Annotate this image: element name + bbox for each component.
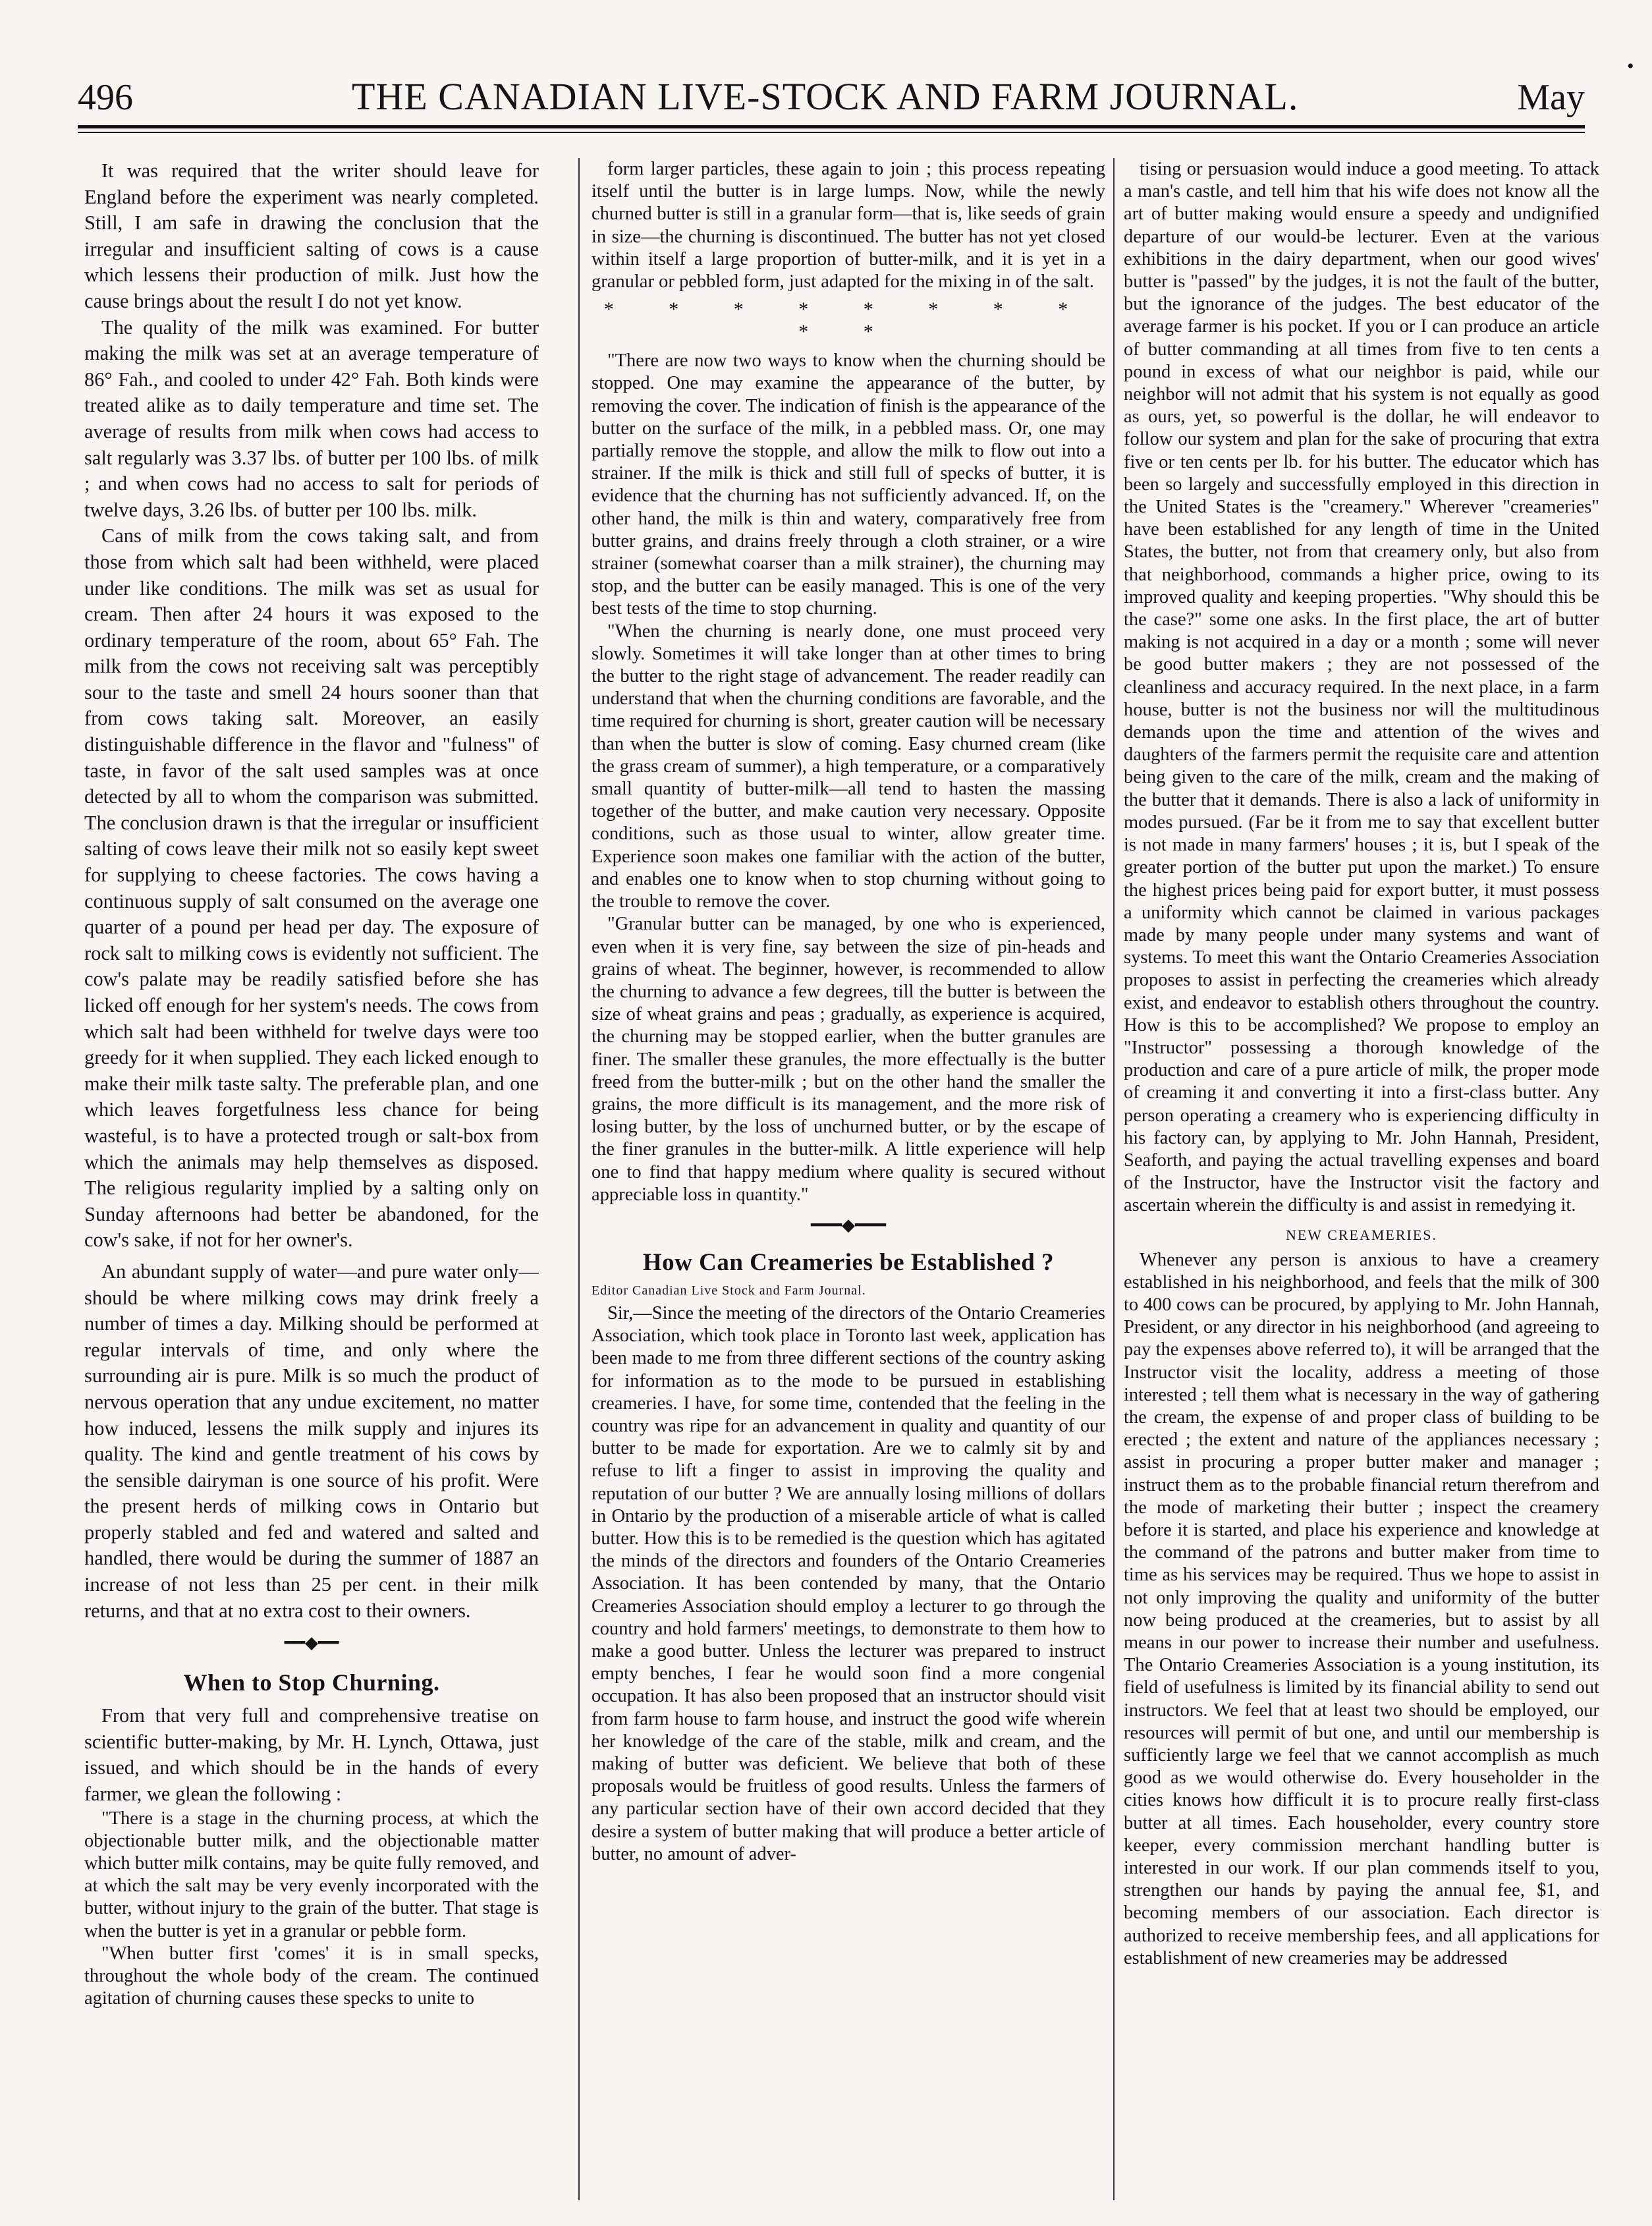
column-1 [84,158,539,2200]
paragraph: It was required that the writer should leave for England before the experiment was nearly completed. Still, I am safe in drawing the conclusion that the irregular and insufficient salting of cows is a cause which lessens their production of milk. Just how the cause brings about the result I do not yet know. [84,159,539,312]
article-heading: When to Stop Churning. [183,1669,440,1696]
column-2 [592,158,1105,2200]
page-header [78,66,1585,119]
article-heading: How Can Creameries be Established ? [642,1248,1055,1276]
paragraph: Cans of milk from the cows taking salt, and from those from which salt had been withheld, were placed under like conditions. The milk was set as usual for cream. Then after 24 hours it was exposed to the ordinary temperature of the room, about 65° Fah. The milk from the cows not receiving salt was perceptibly sour to the taste and smell 24 hours sooner than that from cows taking salt. Moreover, an easily distinguishable difference in the flavor and "fulness" of taste, in favor of the salt used samples was at once detected by all to whom the comparison was submitted. The conclusion drawn is that the irregular or insufficient salting of cows leave their milk not so easily kept sweet for supplying to cheese factories. The cows having a continuous supply of salt consumed on the average one quarter of a pound per head per day. The exposure of rock salt to milking cows is evidently not sufficient. The cow's palate may be readily satisfied before she has licked off enough for her system's needs. The cows from which salt had been withheld for twelve days were too greedy for it when supplied. They each licked enough to make their milk taste salty. The preferable plan, and one which leaves forgetfulness less chance for being wasteful, is to have a protected trough or salt-box from which the animals may help themselves as disposed. The religious regularity implied by a salting only on Sunday afternoons had better be abandoned, for the cow's sake, if not for her owner's. [84,524,539,1252]
paragraph: tising or persuasion would induce a good meeting. To attack a man's castle, and tell him that his wife does not know all the art of butter making would ensure a speedy and undignified departure of our would-be lecturer. Even at the various exhibitions in the dairy department, when our good wives' butter is "passed" by the judges, it is not the fault of the butter, but the ignorance of the judges. The best educator of the average farmer is his pocket. If you or I can produce an article of butter commanding at all times from five to ten cents a pound in excess of what our neighbor is paid, while our neighbor will not admit that his system is not equally as good as ours, yet, so powerful is the dollar, he will endeavor to follow our system and plan for the sake of procuring that extra five or ten cents per lb. for his butter. The educator which has been so largely and successfully employed in this direction in the United States is the "creamery." Wherever "creameries" have been established for any length of time in the United States, the butter, not from that creamery only, but also from that neighborhood, commands a higher price, owing to its improved quality and keeping properties. "Why should this be the case?" some one asks. In the first place, the art of butter making is not acquired in a day or a month ; some will never be good butter makers ; they are not possessed of the cleanliness and accuracy required. In the next place, in a farm house, butter is not the business nor will the multitudinous demands upon the time and attention of the wives and daughters of the farmers permit the requisite care and attention being given to the care of the milk, cream and the making of the butter that it demands. There is also a lack of uniformity in modes pursued. (Far be it from me to say that excellent butter is not made in many farmers' houses ; it is, but I speak of the greater portion of the butter put upon the market.) To ensure the highest prices being paid for export butter, it must possess a uniformity which cannot be claimed in various packages made by many people under many systems and want of systems. To meet this want the Ontario Creameries Association proposes to assist in perfecting the creameries which already exist, and endeavor to establish others throughout the country. How is this to be accomplished? We propose to employ an "Instructor" possessing a thorough knowledge of the production and care of a pure article of milk, the proper mode of creaming it and converting it into a first-class butter. Any person operating a creamery who is experiencing difficulty in his factory can, by applying to Mr. John Hannah, President, Seaforth, and paying the actual travelling expenses and board of the Instructor, have the Instructor visit the factory and ascertain wherein the difficulty is and assist in remedying it. [1124,159,1599,1216]
column-divider [578,158,580,2200]
journal-title: THE CANADIAN LIVE-STOCK AND FARM JOURNAL. [352,75,1299,118]
paragraph: form larger particles, these again to join ; this process repeating itself until the butter is in large lumps. Now, while the newly churned butter is still in a granular form—that is, like seeds of grain in size—the churning is discontinued. The butter has not yet closed within itself a large proportion of butter-milk, and it is yet in a granular or pebbled form, just adapted for the mixing in of the salt. [592,159,1105,292]
paragraph: Whenever any person is anxious to have a creamery established in his neighborhood, and feels that the milk of 300 to 400 cows can be procured, by applying to Mr. John Hannah, President, or any director in his neighborhood (and agreeing to pay the expenses above referred to), it will be arranged that the Instructor visit the locality, address a meeting of those interested ; tell them what is necessary in the way of gathering the cream, the expense of and proper class of building to be erected ; the extent and nature of the appliances necessary ; assist in procuring a proper butter maker and manager ; instruct them as to the probable financial return therefrom and the mode of marketing their butter ; inspect the creamery before it is started, and place his experience and knowledge at the command of the patrons and butter maker from time to time as his services may be required. Thus we hope to assist in not only improving the quality and uniformity of the butter now being produced at the creameries, but to assist by all means in our power to increase their number and usefulness. The Ontario Creameries Association is a young institution, its field of usefulness is limited by its financial ability to send out instructors. We feel that at least two should be employed, our resources will permit of but one, and until our membership is sufficiently large we feel that we cannot accomplish as much good as we would otherwise do. Every householder in the cities knows how difficult it is to procure really first-class butter at all times. Each householder, every country store keeper, every commission merchant handling butter is interested in our work. If our plan commends itself to you, strengthen our hands by paying the annual fee, $1, and becoming members of our association. Each director is authorized to receive membership fees, and all applications for establishment of new creameries may be addressed [1124,1249,1599,1968]
issue-month: May [1517,77,1585,118]
byline: Editor Canadian Live Stock and Farm Journal. [592,1283,866,1298]
paragraph: "Granular butter can be managed, by one who is experienced, even when it is very fine, say between the size of pin-heads and grains of wheat. The beginner, however, is recommended to allow the churning to advance a few degrees, till the butter is between the size of wheat grains and peas ; gradually, as experience is acquired, the churning may be stopped earlier, when the butter granules are finer. The smaller these granules, the more effectually is the butter freed from the butter-milk ; but on the other hand the smaller the grains, the more difficult is its management, and the more risk of losing butter, by the loss of unchurned butter, or by the escape of the finer granules in the butter-milk. A little experience will help one to find that happy medium where quality is secured without appreciable loss in quantity." [592,914,1105,1205]
header-rule-thin [78,132,1585,133]
quote-paragraph: "There is a stage in the churning process, at which the objectionable butter milk, and the objectionable matter which butter milk contains, may be quite fully removed, and at which the salt may be very evenly incorporated with the butter, without injury to the grain of the butter. That stage is when the butter is yet in a granular or pebble form. [84,1808,539,1941]
paragraph: Sir,—Since the meeting of the directors of the Ontario Creameries Association, which took place in Toronto last week, application has been made to me from three different sections of the country asking for information as to the mode to be pursued in establishing creameries. I have, for some time, contended that the feeling in the country was ripe for an advancement in quality and quantity of our butter to be made for exportation. Are we to calmly sit by and refuse to lift a finger to assist in improving the quality and reputation of our butter ? We are annually losing millions of dollars in Ontario by the production of a miserable article of what is called butter. How this is to be remedied is the question which has agitated the minds of the directors and founders of the Ontario Creameries Association. It has been contended by many, that the Ontario Creameries Association should employ a lecturer to go through the country and hold farmers' meetings, to demonstrate to them how to make a good butter. Unless the lecturer was prepared to instruct empty benches, I fear he would soon find a more congenial occupation. It has also been proposed that an instructor should visit from farm house to farm house, and instruct the good wife wherein her knowledge of the care of the stable, milk and cream, and the making of butter was deficient. We believe that both of these proposals would be fruitless of good results. Unless the farmers of any particular section have of their own accord decided that they desire a system of butter making that will produce a better article of butter, no amount of adver- [592,1302,1105,1864]
section-subheading: NEW CREAMERIES. [1285,1226,1438,1243]
paragraph: "When the churning is nearly done, one must proceed very slowly. Sometimes it will take longer than at other times to bring the butter to the right stage of advancement. The reader readily can understand that when the churning conditions are favorable, and the time required for churning is short, greater caution will be necessary than when the butter is slow of coming. Easy churned cream (like the grass cream of summer), a high temperature, or a comparatively small quantity of butter-milk—all tend to hasten the massing together of the butter, and make caution very necessary. Opposite conditions, such as those usual to winter, allow greater time. Experience soon makes one familiar with the action of the butter, and enables one to know when to stop churning without going to the trouble to remove the cover. [592,621,1105,912]
column-3 [1124,158,1599,2200]
paragraph: The quality of the milk was examined. For butter making the milk was set at an average temperature of 86° Fah., and cooled to under 42° Fah. Both kinds were treated alike as to daily temperature and time set. The average of results from milk when cows had access to salt regularly was 3.37 lbs. of butter per 100 lbs. of milk ; and when cows had no access to salt for periods of twelve days, 3.26 lbs. of butter per 100 lbs. milk. [84,316,539,521]
section-break-stars: * * * * * * * * * * [603,298,1093,343]
quote-paragraph: "When butter first 'comes' it is in small specks, throughout the whole body of the cream. The continued agitation of churning causes these specks to unite to [84,1943,539,2009]
margin-mark: • [1627,55,1634,77]
page-number: 496 [78,77,133,118]
column-divider [1113,158,1115,2200]
section-ornament: ━━━◆━━━ [811,1215,886,1235]
paragraph: An abundant supply of water—and pure water only—should be where milking cows may drink freely a number of times a day. Milking should be performed at regular intervals of time, and only where the surrounding air is pure. Milk is so much the product of nervous operation that any undue excitement, no matter how induced, lessens the milk supply and injures its quality. The kind and gentle treatment of his cows by the sensible dairyman is one source of his profit. Were the present herds of milking cows in Ontario but properly stabled and fed and watered and salted and handled, there would be during the summer of 1887 an increase of not less than 25 per cent. in their milk returns, and that at no extra cost to their owners. [84,1260,539,1622]
section-ornament: ━━◆━━ [284,1633,339,1653]
paragraph: "There are now two ways to know when the churning should be stopped. One may examine the appearance of the butter, by removing the cover. The indication of finish is the appearance of the butter on the surface of the milk, in a pebbled mass. Or, one may partially remove the stopple, and allow the milk to flow out into a strainer. If the milk is thick and still full of specks of butter, it is evidence that the churning has not sufficiently advanced. If, on the other hand, the milk is thin and watery, comparatively free from butter grains, and drains freely through a cloth strainer, or a wire strainer (somewhat coarser than a milk strainer), the churning may stop, and the butter can be easily managed. This is one of the very best tests of the time to stop churning. [592,350,1105,619]
paragraph: From that very full and comprehensive treatise on scientific butter-making, by Mr. H. Lynch, Ottawa, just issued, and which should be in the hands of every farmer, we glean the following : [84,1704,539,1806]
header-rule-thick [78,125,1585,128]
